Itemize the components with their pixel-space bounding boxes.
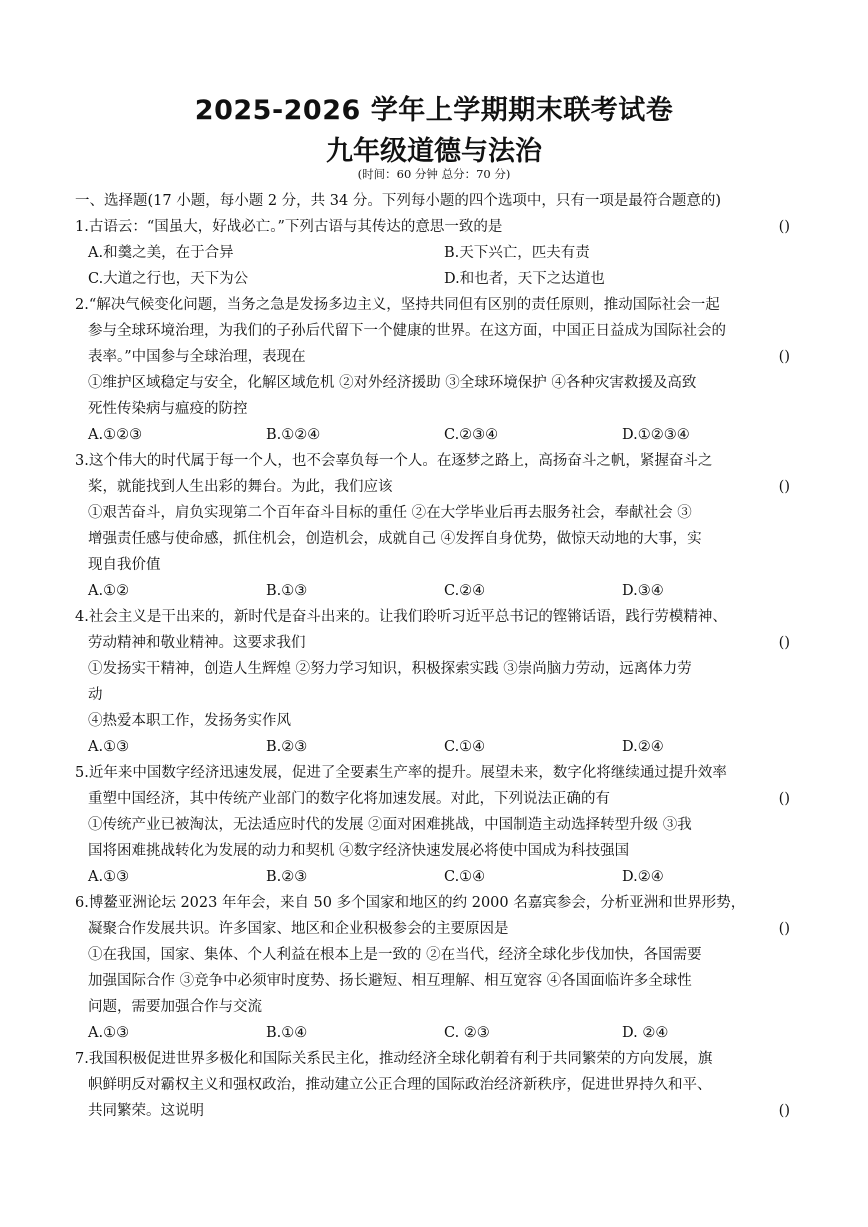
exam-content — [75, 188, 800, 1124]
question-stem-text: 重塑中国经济，其中传统产业部门的数字化将加速发展。对此，下列说法正确的有 — [88, 791, 610, 807]
answer-blank[interactable]: () — [778, 921, 790, 937]
question-stem-line — [75, 1098, 800, 1124]
question-statement: 国将困难挑战转化为发展的动力和契机 ④数字经济快速发展必将使中国成为科技强国 — [88, 843, 630, 859]
option-row — [75, 240, 800, 266]
option-row — [75, 864, 800, 890]
answer-option[interactable]: A.①③ — [88, 1025, 130, 1041]
question-statement: 增强责任感与使命感，抓住机会，创造机会，成就自己 ④发挥自身优势，做惊天动地的大事，实 — [88, 531, 702, 547]
answer-blank[interactable]: () — [778, 349, 790, 365]
answer-option[interactable]: D.②④ — [622, 739, 664, 755]
question-stem-line — [75, 760, 800, 786]
answer-option[interactable]: D.①②③④ — [622, 427, 690, 443]
question-stem-text: 6.博鳌亚洲论坛 2023 年年会，来自 50 多个国家和地区的约 2000 名嘉宾参会，分析亚洲和世界形势， — [75, 895, 746, 911]
exam-subject: 九年级道德与法治 — [326, 136, 542, 167]
question-7 — [75, 1046, 800, 1124]
question-stem-text: 2.“解决气候变化问题，当务之急是发扬多边主义，坚持共同但有区别的责任原则，推动国际社会一起 — [75, 297, 720, 313]
question-statement: 死性传染病与瘟疫的防控 — [88, 401, 248, 417]
question-2 — [75, 292, 800, 448]
answer-option[interactable]: C.②④ — [444, 583, 486, 599]
question-stem-line — [75, 890, 800, 916]
answer-option[interactable]: C.②③④ — [444, 427, 499, 443]
answer-option[interactable]: B.①③ — [266, 583, 308, 599]
question-stem-line — [75, 604, 800, 630]
question-3 — [75, 448, 800, 604]
question-stem-line — [75, 318, 800, 344]
option-row — [75, 422, 800, 448]
answer-option[interactable]: D.②④ — [622, 869, 664, 885]
answer-option[interactable]: B.①②④ — [266, 427, 321, 443]
question-1 — [75, 214, 800, 292]
question-stem-line — [75, 916, 800, 942]
question-stem-text: 帜鲜明反对霸权主义和强权政治，推动建立公正合理的国际政治经济新秩序，促进世界持久和平、 — [88, 1077, 712, 1093]
answer-option[interactable]: A.①②③ — [88, 427, 143, 443]
question-stem-line — [75, 1072, 800, 1098]
answer-blank[interactable]: () — [778, 219, 790, 235]
answer-blank[interactable]: () — [778, 791, 790, 807]
question-statement: 动 — [88, 687, 103, 703]
answer-option[interactable]: C.①④ — [444, 739, 486, 755]
answer-option[interactable]: C. ②③ — [444, 1025, 490, 1041]
question-statement: 问题，需要加强合作与交流 — [88, 999, 262, 1015]
question-statement: ①维护区域稳定与安全，化解区域危机 ②对外经济援助 ③全球环境保护 ④各种灾害救援及高致 — [88, 375, 697, 391]
question-stem-text: 劳动精神和敬业精神。这要求我们 — [88, 635, 306, 651]
question-4 — [75, 604, 800, 760]
question-stem-text: 7.我国积极促进世界多极化和国际关系民主化，推动经济全球化朝着有利于共同繁荣的方向发展，旗 — [75, 1051, 713, 1067]
question-stem-line — [75, 292, 800, 318]
answer-option[interactable]: A.①③ — [88, 869, 130, 885]
answer-blank[interactable]: () — [778, 479, 790, 495]
answer-option[interactable]: D. ②④ — [622, 1025, 669, 1041]
exam-title: 2025-2026 学年上学期期末联考试卷 — [194, 95, 674, 126]
question-list — [75, 214, 800, 1124]
question-stem-text: 5.近年来中国数字经济迅速发展，促进了全要素生产率的提升。展望未来，数字化将继续通过提升效率 — [75, 765, 727, 781]
question-stem-text: 参与全球环境治理，为我们的子孙后代留下一个健康的世界。在这方面，中国正日益成为国际社会的 — [88, 323, 726, 339]
question-stem-text: 凝聚合作发展共识。许多国家、地区和企业积极参会的主要原因是 — [88, 921, 509, 937]
answer-option[interactable]: D.和也者，天下之达道也 — [444, 271, 605, 287]
question-stem-line — [75, 474, 800, 500]
question-stem-text: 3.这个伟大的时代属于每一个人，也不会辜负每一个人。在逐梦之路上，高扬奋斗之帆，紧握奋斗之 — [75, 453, 713, 469]
question-5 — [75, 760, 800, 890]
answer-option[interactable]: C.大道之行也，天下为公 — [88, 271, 249, 287]
question-statement: ①在我国，国家、集体、个人利益在根本上是一致的 ②在当代，经济全球化步伐加快，各国需要 — [88, 947, 702, 963]
question-stem-text: 共同繁荣。这说明 — [88, 1103, 204, 1119]
option-row — [75, 1020, 800, 1046]
section-title: 一、选择题(17 小题，每小题 2 分，共 34 分。下列每小题的四个选项中，只有一项是最符合题意的) — [75, 193, 721, 209]
question-stem-line — [75, 214, 800, 240]
question-statement: ④热爱本职工作，发扬务实作风 — [88, 713, 291, 729]
question-stem-line — [75, 344, 800, 370]
answer-option[interactable]: B.②③ — [266, 869, 308, 885]
question-statement: ①传统产业已被淘汰，无法适应时代的发展 ②面对困难挑战，中国制造主动选择转型升级 ③我 — [88, 817, 692, 833]
question-6 — [75, 890, 800, 1046]
question-statement: 加强国际合作 ③竞争中必须审时度势、扬长避短、相互理解、相互宽容 ④各国面临许多全球性 — [88, 973, 692, 989]
option-row — [75, 578, 800, 604]
question-statement: 现自我价值 — [88, 557, 161, 573]
answer-option[interactable]: A.和羹之美，在于合异 — [88, 245, 234, 261]
question-stem-text: 4.社会主义是干出来的，新时代是奋斗出来的。让我们聆听习近平总书记的铿锵话语，践行劳模精神、 — [75, 609, 727, 625]
answer-option[interactable]: A.①② — [88, 583, 130, 599]
question-stem-line — [75, 786, 800, 812]
answer-option[interactable]: C.①④ — [444, 869, 486, 885]
question-stem-line — [75, 1046, 800, 1072]
question-stem-text: 1.古语云：“国虽大，好战必亡。”下列古语与其传达的意思一致的是 — [75, 219, 503, 235]
question-stem-line — [75, 448, 800, 474]
answer-option[interactable]: B.①④ — [266, 1025, 308, 1041]
answer-option[interactable]: A.①③ — [88, 739, 130, 755]
option-row — [75, 734, 800, 760]
option-row — [75, 266, 800, 292]
answer-blank[interactable]: () — [778, 1103, 790, 1119]
question-stem-text: 表率。”中国参与全球治理，表现在 — [88, 349, 306, 365]
exam-meta: (时间：60 分钟 总分：70 分) — [357, 167, 511, 181]
answer-option[interactable]: B.②③ — [266, 739, 308, 755]
question-stem-line — [75, 630, 800, 656]
answer-blank[interactable]: () — [778, 635, 790, 651]
question-stem-text: 桨，就能找到人生出彩的舞台。为此，我们应该 — [88, 479, 393, 495]
question-statement: ①艰苦奋斗，肩负实现第二个百年奋斗目标的重任 ②在大学毕业后再去服务社会，奉献社会 ③ — [88, 505, 692, 521]
answer-option[interactable]: B.天下兴亡，匹夫有责 — [444, 245, 590, 261]
answer-option[interactable]: D.③④ — [622, 583, 664, 599]
question-statement: ①发扬实干精神，创造人生辉煌 ②努力学习知识，积极探索实践 ③崇尚脑力劳动，远离体力劳 — [88, 661, 692, 677]
